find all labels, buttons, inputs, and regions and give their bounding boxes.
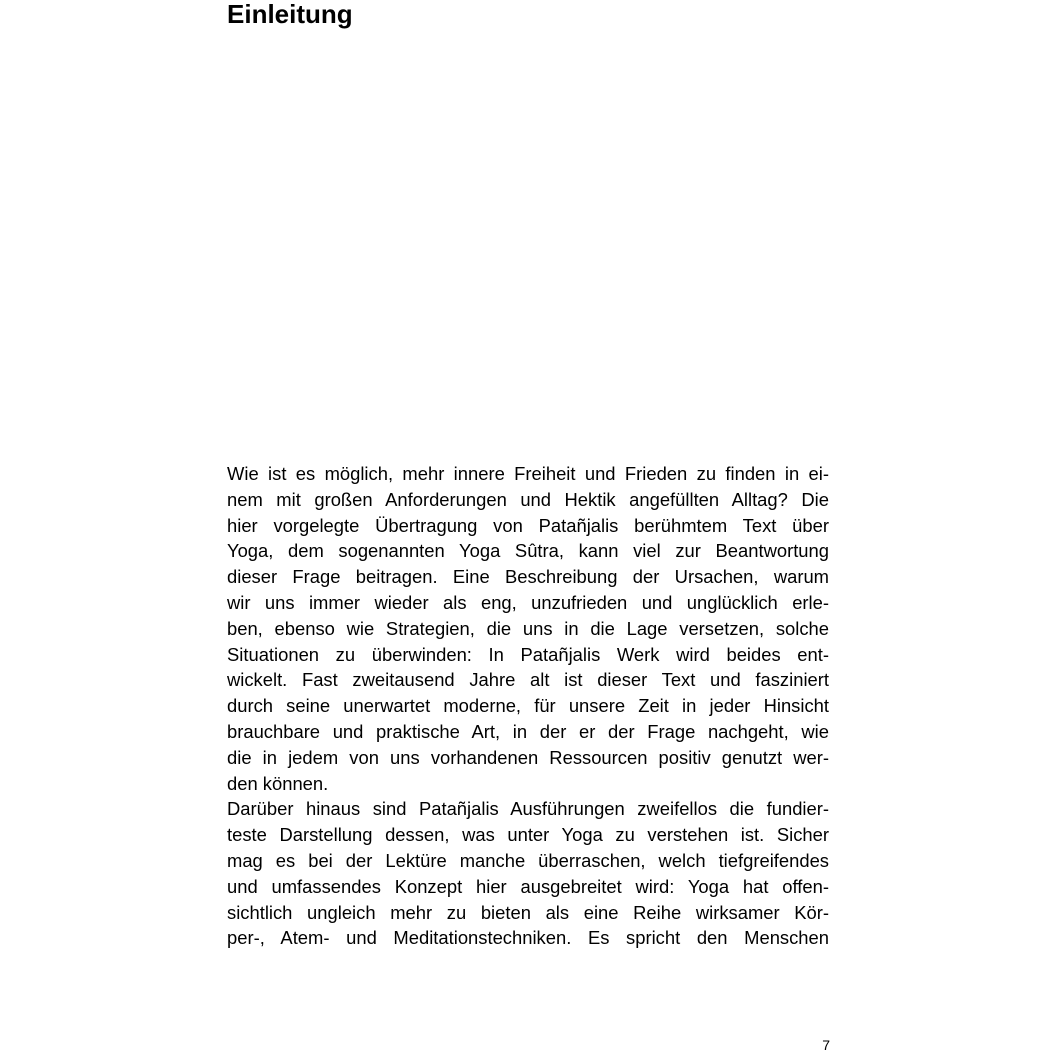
- text-line: Darüber hinaus sind Patañjalis Ausführungen zweifellos die fundier-: [227, 798, 829, 820]
- text-line: nem mit großen Anforderungen und Hektik angefüllten Alltag? Die: [227, 488, 829, 510]
- text-line: ben, ebenso wie Strategien, die uns in die Lage versetzen, solche: [227, 617, 829, 639]
- text-line: brauchbare und praktische Art, in der er der Frage nachgeht, wie: [227, 720, 829, 742]
- chapter-title: Einleitung: [227, 0, 353, 29]
- text-line: dieser Frage beitragen. Eine Beschreibung der Ursachen, warum: [227, 566, 829, 588]
- text-line: Yoga, dem sogenannten Yoga Sûtra, kann viel zur Beantwortung: [227, 540, 829, 562]
- text-line: mag es bei der Lektüre manche überraschen, welch tiefgreifendes: [227, 849, 829, 871]
- page-number: 7: [822, 1037, 830, 1053]
- text-line: Wie ist es möglich, mehr innere Freiheit und Frieden zu finden in ei-: [227, 463, 829, 484]
- text-line: wir uns immer wieder als eng, unzufrieden und unglücklich erle-: [227, 591, 829, 613]
- text-line: die in jedem von uns vorhandenen Ressourcen positiv genutzt wer-: [227, 746, 829, 768]
- text-line: und umfassendes Konzept hier ausgebreitet wird: Yoga hat offen-: [227, 875, 829, 897]
- text-line: Situationen zu überwinden: In Patañjalis Werk wird beides ent-: [227, 643, 829, 665]
- body-text: [227, 461, 829, 951]
- text-line: wickelt. Fast zweitausend Jahre alt ist dieser Text und fasziniert: [227, 669, 829, 691]
- text-line: durch seine unerwartet moderne, für unsere Zeit in jeder Hinsicht: [227, 695, 829, 717]
- text-line: den können.: [227, 772, 329, 794]
- text-line: per-, Atem- und Meditationstechniken. Es spricht den Menschen: [227, 927, 829, 949]
- text-line: hier vorgelegte Übertragung von Patañjalis berühmtem Text über: [227, 514, 829, 536]
- text-line: teste Darstellung dessen, was unter Yoga zu verstehen ist. Sicher: [227, 824, 829, 846]
- text-line: sichtlich ungleich mehr zu bieten als eine Reihe wirksamer Kör-: [227, 901, 829, 923]
